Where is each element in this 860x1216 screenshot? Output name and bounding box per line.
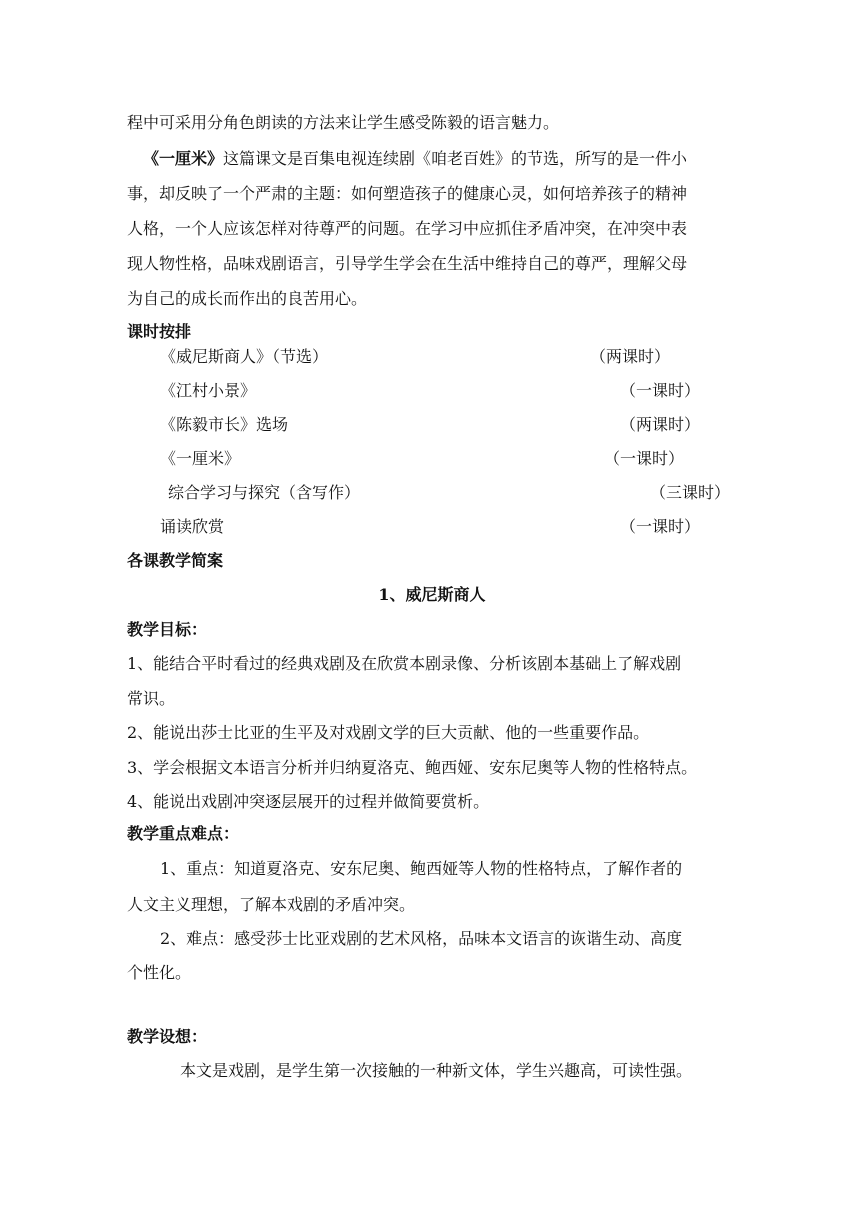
key-point-2-line-1: 2、难点：感受莎士比亚戏剧的艺术风格，品味本文语言的诙谐生动、高度 (160, 929, 683, 948)
schedule-row (0, 380, 860, 402)
intro-line-1: 程中可采用分角色朗读的方法来让学生感受陈毅的语言魅力。 (127, 113, 560, 132)
goals-heading: 教学目标： (127, 620, 208, 639)
intro-paragraph-2-line-2: 事，却反映了一个严肃的主题：如何塑造孩子的健康心灵，如何培养孩子的精神 (127, 184, 688, 203)
schedule-row (0, 346, 860, 368)
schedule-row (0, 448, 860, 470)
schedule-lesson-hours: （两课时） (620, 415, 701, 434)
intro-paragraph-2-first-line (143, 148, 737, 170)
schedule-lesson-title: 《威尼斯商人》（节选） (160, 347, 329, 366)
schedule-lesson-hours: （一课时） (620, 381, 701, 400)
key-point-1-line-1: 1、重点：知道夏洛克、安东尼奥、鲍西娅等人物的性格特点，了解作者的 (160, 859, 683, 878)
schedule-lesson-title: 《一厘米》 (160, 449, 241, 468)
schedule-lesson-title: 《江村小景》 (160, 381, 257, 400)
goal-1-line-1: 1、能结合平时看过的经典戏剧及在欣赏本剧录像、分析该剧本基础上了解戏剧 (127, 654, 682, 673)
intro-paragraph-2-line-3: 人格，一个人应该怎样对待尊严的问题。在学习中应抓住矛盾冲突，在冲突中表 (127, 219, 688, 238)
schedule-lesson-title: 《陈毅市长》选场 (160, 415, 289, 434)
intro-paragraph-2-text: 这篇课文是百集电视连续剧《咱老百姓》的节选，所写的是一件小 (223, 149, 688, 168)
intro-paragraph-2-line-4: 现人物性格，品味戏剧语言，引导学生学会在生活中维持自己的尊严，理解父母 (127, 254, 688, 273)
key-point-1-line-2: 人文主义理想，了解本戏剧的矛盾冲突。 (127, 895, 416, 914)
lesson-plans-heading: 各课教学简案 (127, 551, 224, 570)
schedule-lesson-title: 综合学习与探究（含写作） (168, 483, 361, 502)
schedule-row (0, 482, 860, 504)
goal-4: 4、能说出戏剧冲突逐层展开的过程并做简要赏析。 (127, 792, 490, 811)
schedule-lesson-hours: （三课时） (650, 483, 731, 502)
lesson-title: 1、威尼斯商人 (378, 585, 486, 604)
schedule-lesson-hours: （两课时） (590, 347, 671, 366)
schedule-heading: 课时按排 (127, 322, 192, 341)
schedule-row (0, 516, 860, 538)
goal-2: 2、能说出莎士比亚的生平及对戏剧文学的巨大贡献、他的一些重要作品。 (127, 723, 650, 742)
goal-3: 3、学会根据文本语言分析并归纳夏洛克、鲍西娅、安东尼奥等人物的性格特点。 (127, 758, 698, 777)
schedule-lesson-title: 诵读欣赏 (160, 517, 225, 536)
lesson-title-inline: 《一厘米》 (143, 149, 224, 168)
key-points-heading: 教学重点难点： (127, 824, 240, 843)
design-heading: 教学设想： (127, 1027, 208, 1046)
intro-paragraph-2-line-5: 为自己的成长而作出的良苦用心。 (127, 289, 368, 308)
design-line-1: 本文是戏剧，是学生第一次接触的一种新文体，学生兴趣高，可读性强。 (180, 1061, 693, 1080)
schedule-lesson-hours: （一课时） (604, 449, 685, 468)
schedule-row (0, 414, 860, 436)
goal-1-line-2: 常识。 (127, 689, 176, 708)
key-point-2-line-2: 个性化。 (127, 963, 192, 982)
schedule-lesson-hours: （一课时） (620, 517, 701, 536)
